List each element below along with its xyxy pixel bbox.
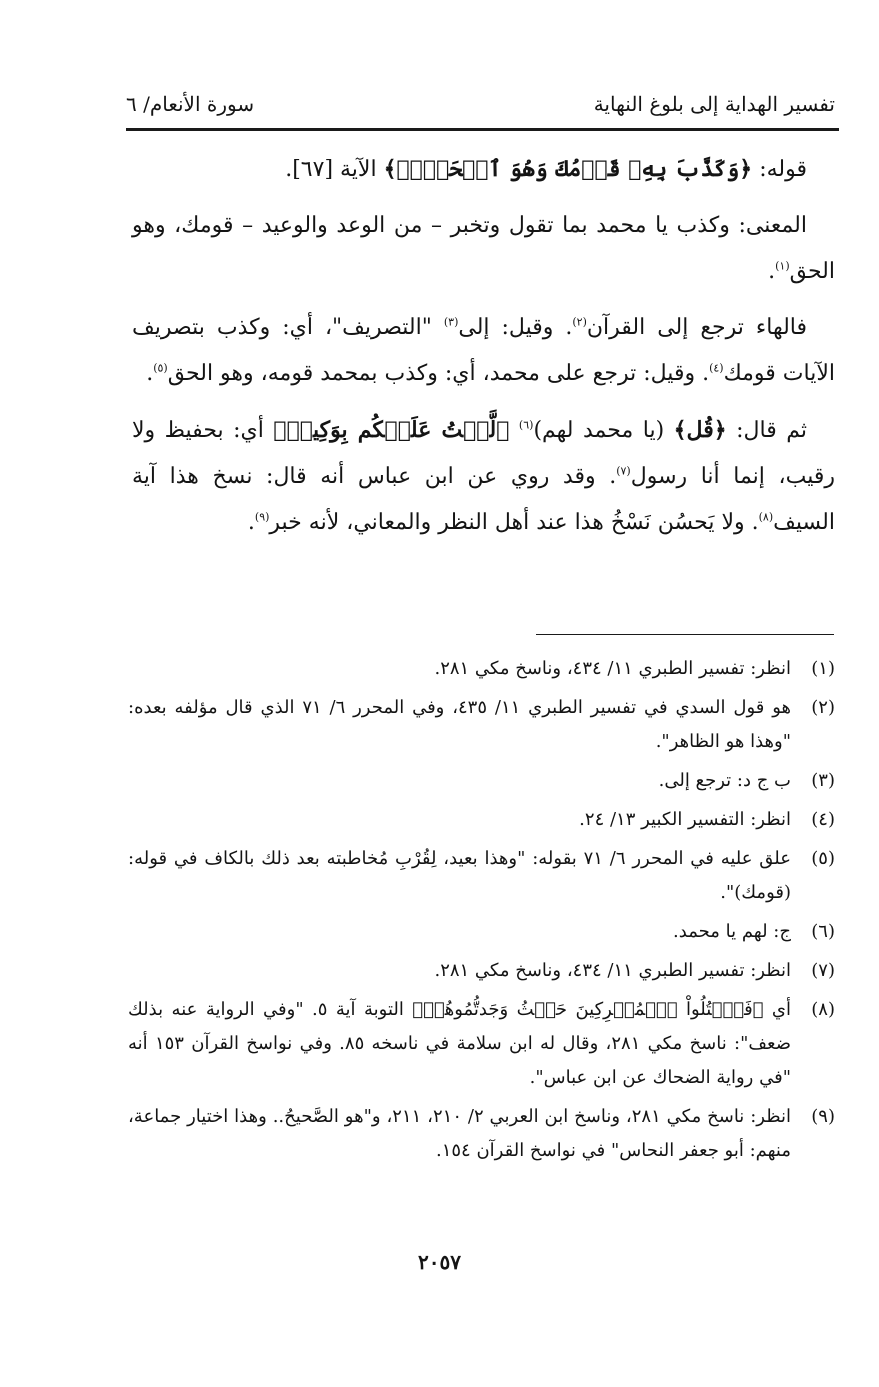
footnote-ref[interactable]: (٦) <box>518 418 534 432</box>
text-run: . <box>146 361 154 386</box>
paragraph-verse <box>132 146 835 193</box>
verse-lead: قوله: <box>752 157 807 182</box>
header-rule <box>126 128 839 131</box>
footnote-number: (٦) <box>811 921 835 942</box>
footnote-item <box>128 954 835 988</box>
paragraph-pronoun <box>132 305 835 397</box>
text-run: . وقد روي عن ابن عباس أنه قال: نسخ هذا آية السيف <box>132 464 835 535</box>
text-run: . وقيل: إلى <box>458 315 573 340</box>
footnote-text: انظر: تفسير الطبري ١١/ ٤٣٤، وناسخ مكي ٢٨١. <box>434 658 791 679</box>
text-run: فالهاء ترجع إلى القرآن <box>586 315 808 340</box>
footnote-text: انظر: التفسير الكبير ١٣/ ٢٤. <box>579 809 791 830</box>
text-run: . ولا يَحسُن نَسْخُ هذا عند أهل النظر والمعاني، لأنه خبر <box>269 510 759 535</box>
footnote-ref[interactable]: (٥) <box>153 361 168 375</box>
footnote-text: أي ﴿فَٱقۡتُلُواْ ٱلۡمُشۡرِكِينَ حَيۡثُ وَجَدتُّمُوهُمۡ﴾ التوبة آية ٥. "وفي الرواية عنه بذلك ضعف": ناسخ مكي ٢٨١، وقال له ابن سلامة في ناسخه ٨٥. وفي نواسخ القرآن ١٥٣ أنه "في رواية الضحاك عن ابن عباس". <box>128 999 791 1088</box>
text-run <box>509 418 519 443</box>
footnote-ref[interactable]: (٩) <box>254 510 270 524</box>
main-text <box>132 146 835 556</box>
footnote-text: انظر: تفسير الطبري ١١/ ٤٣٤، وناسخ مكي ٢٨١. <box>434 960 791 981</box>
footnote-item <box>128 993 835 1095</box>
footnote-item <box>128 764 835 798</box>
footnote-ref[interactable]: (٢) <box>572 315 587 329</box>
footnote-separator <box>536 634 834 635</box>
running-header <box>126 84 835 124</box>
footnote-ref[interactable]: (١) <box>775 259 790 273</box>
text-run: ثم قال: <box>726 418 807 443</box>
footnote-number: (٣) <box>811 770 835 791</box>
footnote-text: هو قول السدي في تفسير الطبري ١١/ ٤٣٥، وفي المحرر ٦/ ٧١ الذي قال مؤلفه بعده: "وهذا هو الظاهر". <box>128 697 791 752</box>
text-run: (يا محمد لهم) <box>533 418 674 443</box>
text-run: "التصريف"، أي: وكذب بتصريف الآيات قومك <box>132 315 835 386</box>
text-end: . <box>768 259 776 284</box>
text-run: أي: بحفيظ ولا رقيب، إنما أنا رسول <box>132 418 835 489</box>
footnote-text: ب ج د: ترجع إلى. <box>658 770 791 791</box>
footnote-item <box>128 842 835 910</box>
text-run: . <box>247 510 255 535</box>
footnote-item <box>128 915 835 949</box>
meaning-text: المعنى: وكذب يا محمد بما تقول وتخبر – من الوعد والوعيد – قومك، وهو الحق <box>132 213 835 284</box>
header-surah-reference: سورة الأنعام/ ٦ <box>126 92 255 116</box>
footnote-number: (٨) <box>811 999 835 1020</box>
footnotes <box>128 652 835 1173</box>
text-run: . وقيل: ترجع على محمد، أي: وكذب بمحمد قومه، وهو الحق <box>167 361 710 386</box>
footnote-item <box>128 691 835 759</box>
footnote-text: انظر: ناسخ مكي ٢٨١، وناسخ ابن العربي ٢/ ٢١٠، ٢١١، و"هو الصَّحيحُ.. وهذا اختيار جماعة، منهم: أبو جعفر النحاس" في نواسخ القرآن ١٥٤. <box>128 1106 791 1161</box>
footnote-text: علق عليه في المحرر ٦/ ٧١ بقوله: "وهذا بعيد، لِقُرْبِ مُخاطبته بعد ذلك بالكاف في قوله: (قومك)". <box>128 848 791 903</box>
page-number: ٢٠٥٧ <box>418 1250 461 1274</box>
footnote-item <box>128 1100 835 1168</box>
footnote-ref[interactable]: (٨) <box>758 510 774 524</box>
header-book-title: تفسير الهداية إلى بلوغ النهاية <box>593 92 835 116</box>
footnote-number: (٥) <box>811 848 835 869</box>
quran-verse: ﴿لَّسۡتُ عَلَيۡكُم بِوَكِيلٖ﴾ <box>273 417 510 443</box>
footnote-ref[interactable]: (٤) <box>709 361 724 375</box>
footnote-text: ج: لهم يا محمد. <box>673 921 791 942</box>
footnote-number: (٧) <box>811 960 835 981</box>
verse-ref: الآية [٦٧]. <box>285 157 384 182</box>
footnote-ref[interactable]: (٣) <box>443 315 459 329</box>
footnote-ref[interactable]: (٧) <box>616 464 631 478</box>
footnote-number: (٩) <box>811 1106 835 1127</box>
paragraph-meaning <box>132 203 835 295</box>
quran-verse: ﴿وَكَذَّبَ بِهِۦ قَوۡمُكَ وَهُوَ ٱلۡحَقُّۚ﴾ <box>383 156 753 182</box>
footnote-number: (٤) <box>811 809 835 830</box>
quran-verse: ﴿قُل﴾ <box>673 417 727 443</box>
paragraph-abrogation <box>132 407 835 546</box>
footnote-item <box>128 652 835 686</box>
footnote-item <box>128 803 835 837</box>
footnote-number: (٢) <box>811 697 835 718</box>
footnote-number: (١) <box>811 658 835 679</box>
